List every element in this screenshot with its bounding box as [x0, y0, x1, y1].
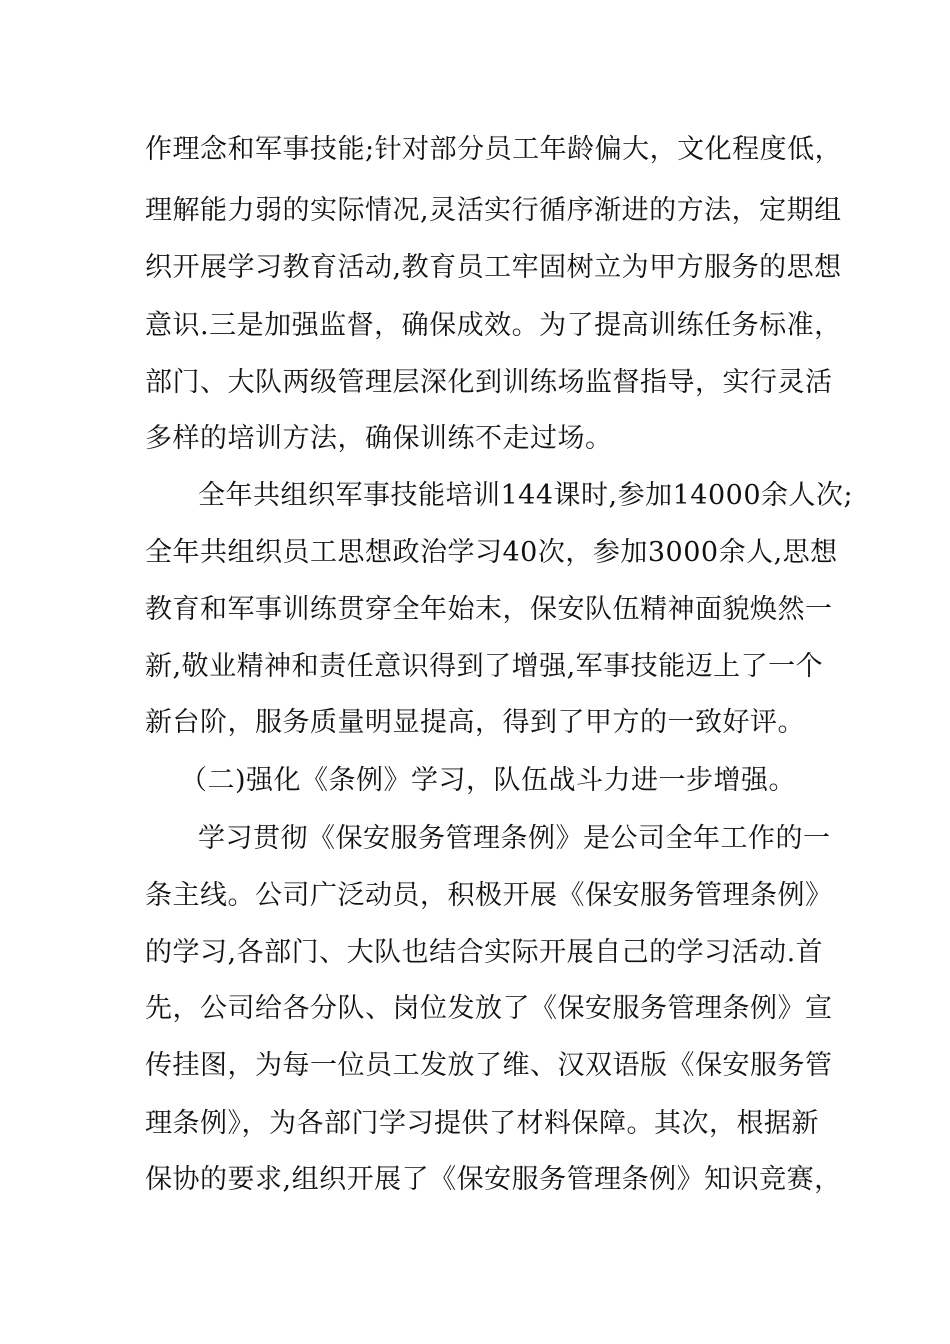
text-line: 学习贯彻《保安服务管理条例》是公司全年工作的一 — [198, 823, 831, 854]
text-line: 部门、大队两级管理层深化到训练场监督指导，实行灵活 — [145, 367, 833, 398]
text-line: 保协的要求,组织开展了《保安服务管理条例》知识竞赛， — [145, 1164, 842, 1195]
text-line: 作理念和军事技能;针对部分员工年龄偏大，文化程度低， — [145, 134, 843, 165]
text-line: 意识.三是加强监督，确保成效。为了提高训练任务标准， — [145, 310, 842, 341]
text-line: 新,敬业精神和责任意识得到了增强,军事技能迈上了一个 — [145, 651, 824, 682]
text-line: 新台阶，服务质量明显提高，得到了甲方的一致好评。 — [145, 707, 805, 738]
text-line: 多样的培训方法，确保训练不走过场。 — [145, 423, 613, 454]
text-line: 条主线。公司广泛动员，积极开展《保安服务管理条例》 — [145, 880, 833, 911]
text-line: 全年共组织员工思想政治学习40次，参加3000余人,思想 — [145, 537, 838, 568]
section-heading: （二)强化《条例》学习，队伍战斗力进一步增强。 — [180, 765, 797, 796]
text-line: 先，公司给各分队、岗位发放了《保安服务管理条例》宣 — [145, 993, 833, 1024]
text-line: 教育和军事训练贯穿全年始末，保安队伍精神面貌焕然一 — [145, 594, 833, 625]
text-line: 的学习,各部门、大队也结合实际开展自己的学习活动.首 — [145, 937, 824, 968]
text-line: 全年共组织军事技能培训144课时,参加14000余人次; — [198, 480, 854, 511]
text-line: 织开展学习教育活动,教育员工牢固树立为甲方服务的思想 — [145, 252, 842, 283]
text-line: 传挂图，为每一位员工发放了维、汉双语版《保安服务管 — [145, 1050, 833, 1081]
text-line: 理解能力弱的实际情况,灵活实行循序渐进的方法，定期组 — [145, 195, 842, 226]
text-line: 理条例》，为各部门学习提供了材料保障。其次，根据新 — [145, 1108, 819, 1139]
